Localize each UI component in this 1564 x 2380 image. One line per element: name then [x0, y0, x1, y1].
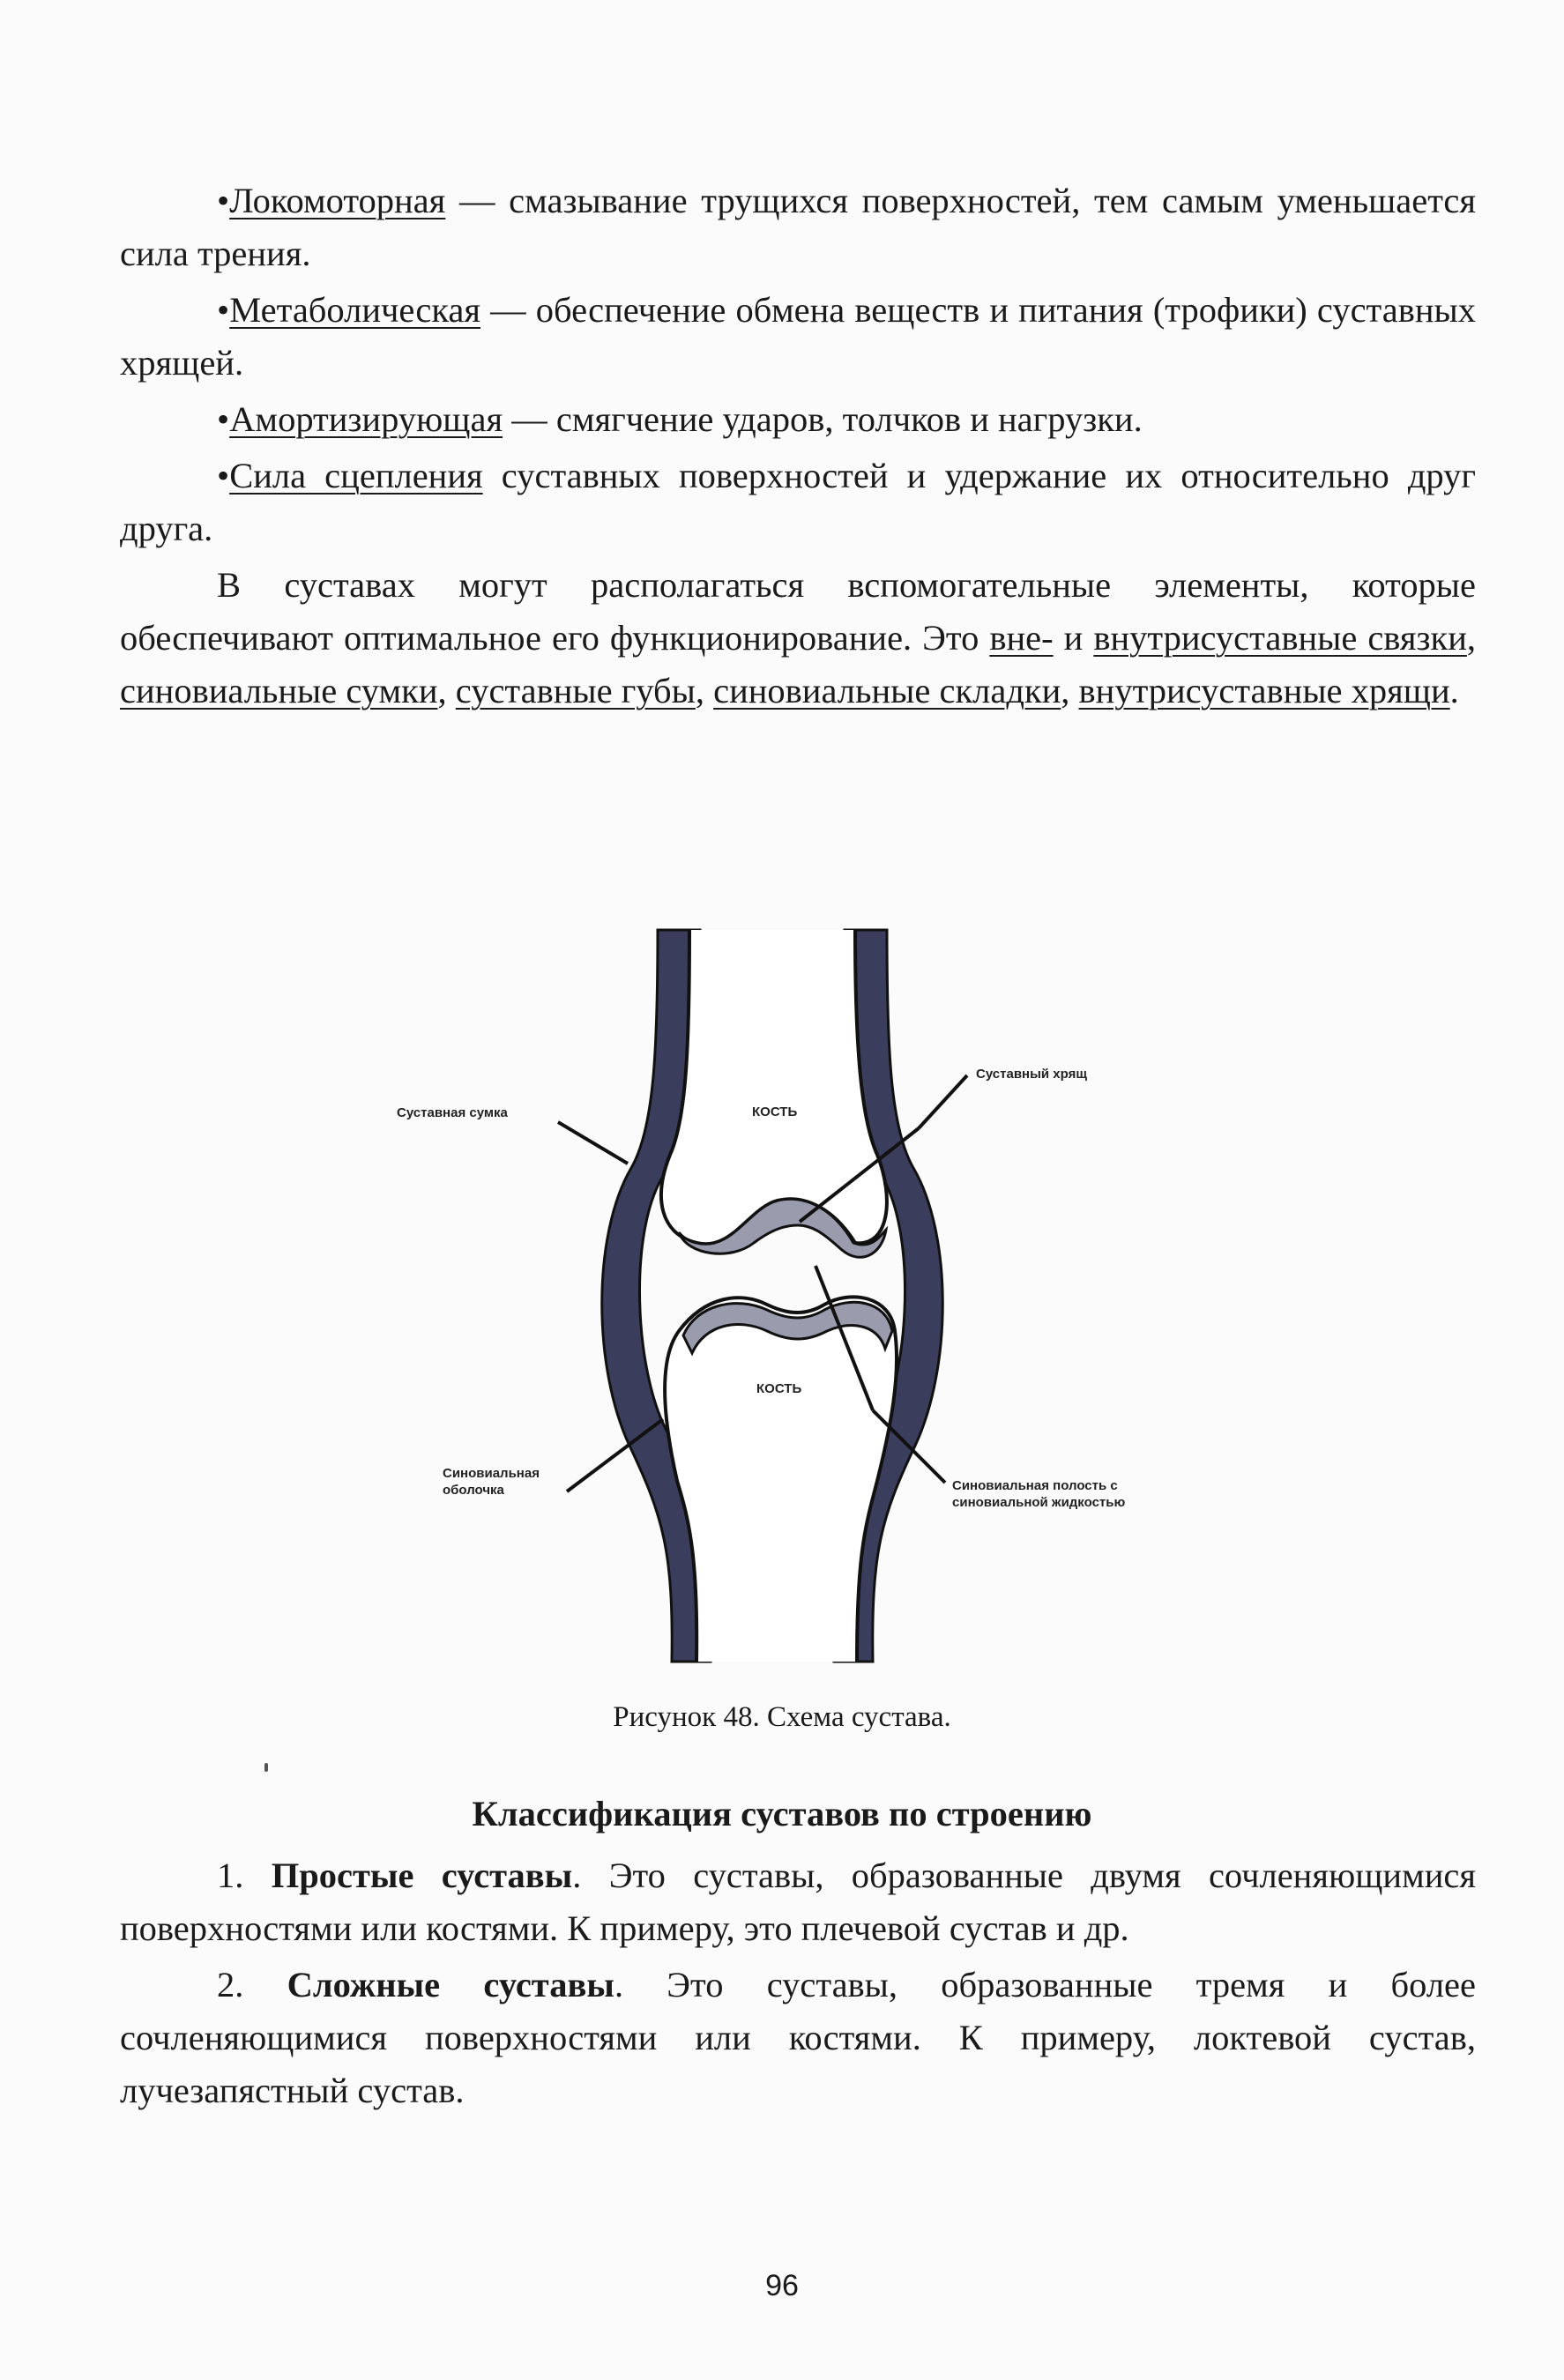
- label-cartilage: Суставный хрящ: [976, 1067, 1088, 1082]
- bullet-item: •Амортизирующая — смягчение ударов, толчков и нагрузки.: [217, 399, 1143, 439]
- label-synovial-cavity: Синовиальная полость с синовиальной жидкостью: [952, 1478, 1126, 1510]
- list-item: 2. Сложные суставы. Это суставы, образованные тремя и более сочленяющимися поверхностями или костями. К примеру, локтевой сустав, лучезапястный сустав.: [120, 1965, 1477, 2110]
- label-synovial-membrane: Синовиальная оболочка: [443, 1466, 540, 1498]
- page-number: 96: [765, 2269, 799, 2302]
- scan-speck: [264, 1763, 268, 1772]
- term-locomotor: Локомоторная: [229, 181, 446, 220]
- bullet-item: •Локомоторная — смазывание трущихся поверхностей, тем самым уменьшается сила трения.: [120, 181, 1476, 273]
- bullet-item: •Метаболическая — обеспечение обмена веществ и питания (трофики) суставных хрящей.: [120, 290, 1476, 383]
- section-title: Классификация суставов по строению: [472, 1794, 1092, 1833]
- upper-bone-outline: [661, 930, 887, 1244]
- term-shock-absorbing: Амортизирующая: [229, 399, 503, 439]
- term-metabolic: Метаболическая: [229, 290, 481, 330]
- joint-diagram: [0, 917, 1564, 1692]
- figure-caption: Рисунок 48. Схема сустава.: [613, 1701, 951, 1733]
- joint-schematic: [0, 917, 1564, 1692]
- term-adhesion: Сила сцепления: [229, 456, 483, 495]
- label-capsule: Суставная сумка: [397, 1105, 508, 1120]
- text-block-classification: [120, 1849, 1476, 2121]
- term-simple-joints: Простые суставы: [271, 1856, 573, 1895]
- text-block-functions: [120, 175, 1476, 721]
- label-bone-top: КОСТЬ: [752, 1104, 798, 1119]
- term-complex-joints: Сложные суставы: [287, 1965, 614, 2004]
- list-item: 1. Простые суставы. Это суставы, образованные двумя сочленяющимися поверхностями или костями. К примеру, это плечевой сустав и др.: [120, 1856, 1476, 1948]
- bullet-item: •Сила сцепления суставных поверхностей и удержание их относительно друг друга.: [120, 456, 1476, 548]
- label-bone-bottom: КОСТЬ: [756, 1381, 802, 1396]
- auxiliary-elements-paragraph: В суставах могут располагаться вспомогательные элементы, которые обеспечивают оптимальное его функционирование. Это вне- и внутрисуставные связки, синовиальные сумки, суставные губы, синовиальные складки, внутрисуставные хрящи.: [120, 565, 1476, 710]
